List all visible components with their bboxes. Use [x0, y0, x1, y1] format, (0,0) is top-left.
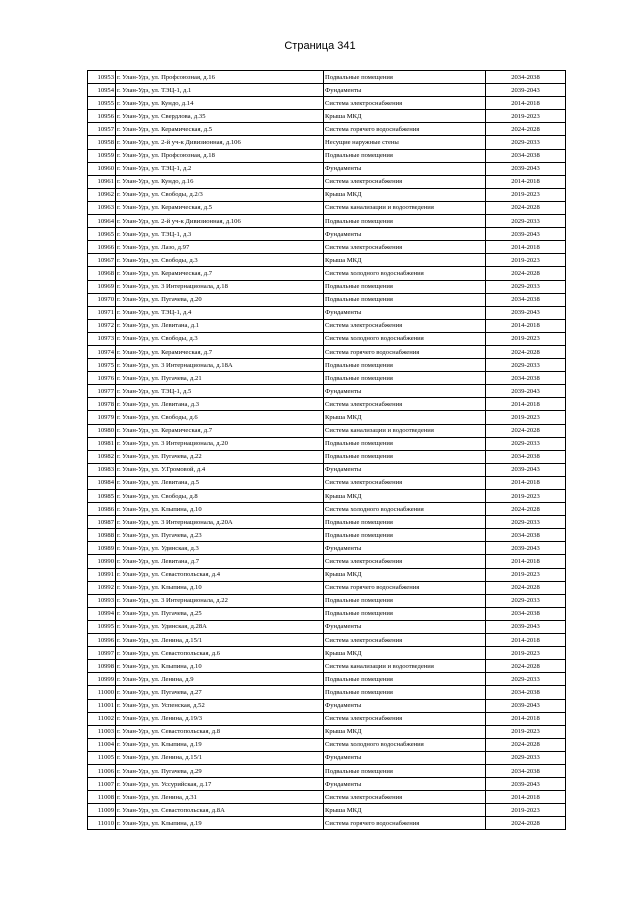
- period-cell: 2024-2028: [486, 581, 566, 594]
- registry-table-body: [88, 71, 566, 830]
- address-cell: г. Улан-Удэ, ул. ТЭЦ-1, д.3: [116, 228, 324, 241]
- period-cell: 2024-2028: [486, 817, 566, 830]
- address-cell: г. Улан-Удэ, ул. Севастопольская, д.6: [116, 647, 324, 660]
- work-type-cell: Система электроснабжения: [324, 97, 486, 110]
- period-cell: 2019-2023: [486, 411, 566, 424]
- row-number-cell: 10956: [88, 110, 116, 123]
- table-row: [88, 175, 566, 188]
- address-cell: г. Улан-Удэ, ул. Керамическая, д.5: [116, 201, 324, 214]
- table-row: [88, 620, 566, 633]
- address-cell: г. Улан-Удэ, ул. Профсоюзная, д.16: [116, 71, 324, 84]
- work-type-cell: Система канализации и водоотведения: [324, 424, 486, 437]
- address-cell: г. Улан-Удэ, ул. У.Громовой, д.4: [116, 463, 324, 476]
- address-cell: г. Улан-Удэ, ул. Свободы, д.3: [116, 254, 324, 267]
- period-cell: 2034-2038: [486, 607, 566, 620]
- work-type-cell: Система электроснабжения: [324, 476, 486, 489]
- work-type-cell: Система горячего водоснабжения: [324, 345, 486, 358]
- address-cell: г. Улан-Удэ, ул. Левитана, д.5: [116, 476, 324, 489]
- period-cell: 2024-2028: [486, 201, 566, 214]
- period-cell: 2019-2023: [486, 804, 566, 817]
- row-number-cell: 11004: [88, 738, 116, 751]
- table-row: [88, 686, 566, 699]
- table-row: [88, 201, 566, 214]
- row-number-cell: 10971: [88, 306, 116, 319]
- address-cell: г. Улан-Удэ, ул. Профсоюзная, д.18: [116, 149, 324, 162]
- table-row: [88, 568, 566, 581]
- work-type-cell: Подвальные помещения: [324, 529, 486, 542]
- address-cell: г. Улан-Удэ, ул. Ленина, д.9: [116, 673, 324, 686]
- row-number-cell: 11010: [88, 817, 116, 830]
- row-number-cell: 10978: [88, 398, 116, 411]
- address-cell: г. Улан-Удэ, ул. Клыпина, д.19: [116, 817, 324, 830]
- address-cell: г. Улан-Удэ, ул. Клыпина, д.10: [116, 581, 324, 594]
- period-cell: 2039-2043: [486, 84, 566, 97]
- row-number-cell: 10980: [88, 424, 116, 437]
- row-number-cell: 10962: [88, 188, 116, 201]
- address-cell: г. Улан-Удэ, ул. 3 Интернационала, д.22: [116, 594, 324, 607]
- table-row: [88, 215, 566, 228]
- period-cell: 2019-2023: [486, 254, 566, 267]
- work-type-cell: Система электроснабжения: [324, 634, 486, 647]
- work-type-cell: Система канализации и водоотведения: [324, 201, 486, 214]
- period-cell: 2029-2033: [486, 136, 566, 149]
- period-cell: 2029-2033: [486, 280, 566, 293]
- period-cell: 2034-2038: [486, 450, 566, 463]
- work-type-cell: Система холодного водоснабжения: [324, 332, 486, 345]
- table-row: [88, 71, 566, 84]
- address-cell: г. Улан-Удэ, ул. 3 Интернационала, д.18А: [116, 359, 324, 372]
- work-type-cell: Фундаменты: [324, 542, 486, 555]
- period-cell: 2024-2028: [486, 267, 566, 280]
- work-type-cell: Подвальные помещения: [324, 450, 486, 463]
- address-cell: г. Улан-Удэ, ул. Удинская, д.28А: [116, 620, 324, 633]
- work-type-cell: Фундаменты: [324, 306, 486, 319]
- work-type-cell: Подвальные помещения: [324, 149, 486, 162]
- work-type-cell: Система горячего водоснабжения: [324, 817, 486, 830]
- table-row: [88, 673, 566, 686]
- work-type-cell: Подвальные помещения: [324, 516, 486, 529]
- table-row: [88, 254, 566, 267]
- row-number-cell: 10970: [88, 293, 116, 306]
- row-number-cell: 10992: [88, 581, 116, 594]
- table-row: [88, 516, 566, 529]
- table-row: [88, 188, 566, 201]
- period-cell: 2019-2023: [486, 490, 566, 503]
- period-cell: 2034-2038: [486, 764, 566, 777]
- table-row: [88, 476, 566, 489]
- row-number-cell: 10960: [88, 162, 116, 175]
- period-cell: 2034-2038: [486, 293, 566, 306]
- period-cell: 2029-2033: [486, 516, 566, 529]
- period-cell: 2029-2033: [486, 751, 566, 764]
- work-type-cell: Система электроснабжения: [324, 555, 486, 568]
- table-row: [88, 594, 566, 607]
- row-number-cell: 10989: [88, 542, 116, 555]
- period-cell: 2029-2033: [486, 594, 566, 607]
- table-row: [88, 385, 566, 398]
- period-cell: 2024-2028: [486, 123, 566, 136]
- address-cell: г. Улан-Удэ, ул. Ленина, д.15/1: [116, 634, 324, 647]
- period-cell: 2019-2023: [486, 110, 566, 123]
- period-cell: 2029-2033: [486, 437, 566, 450]
- work-type-cell: Подвальные помещения: [324, 215, 486, 228]
- table-row: [88, 359, 566, 372]
- address-cell: г. Улан-Удэ, ул. 2-й уч-к Дивизионная, д.106: [116, 215, 324, 228]
- work-type-cell: Фундаменты: [324, 699, 486, 712]
- address-cell: г. Улан-Удэ, ул. Керамическая, д.7: [116, 267, 324, 280]
- row-number-cell: 11007: [88, 778, 116, 791]
- table-row: [88, 293, 566, 306]
- period-cell: 2039-2043: [486, 385, 566, 398]
- table-row: [88, 817, 566, 830]
- address-cell: г. Улан-Удэ, ул. Пугачева, д.23: [116, 529, 324, 542]
- table-row: [88, 162, 566, 175]
- work-type-cell: Фундаменты: [324, 620, 486, 633]
- table-row: [88, 372, 566, 385]
- period-cell: 2014-2018: [486, 175, 566, 188]
- period-cell: 2014-2018: [486, 712, 566, 725]
- row-number-cell: 10964: [88, 215, 116, 228]
- work-type-cell: Подвальные помещения: [324, 764, 486, 777]
- period-cell: 2024-2028: [486, 345, 566, 358]
- work-type-cell: Крыша МКД: [324, 490, 486, 503]
- address-cell: г. Улан-Удэ, ул. Левитана, д.7: [116, 555, 324, 568]
- period-cell: 2034-2038: [486, 686, 566, 699]
- table-row: [88, 123, 566, 136]
- row-number-cell: 10988: [88, 529, 116, 542]
- work-type-cell: Подвальные помещения: [324, 607, 486, 620]
- address-cell: г. Улан-Удэ, ул. Клыпина, д.19: [116, 738, 324, 751]
- address-cell: г. Улан-Удэ, ул. Керамическая, д.5: [116, 123, 324, 136]
- row-number-cell: 11003: [88, 725, 116, 738]
- row-number-cell: 10977: [88, 385, 116, 398]
- address-cell: г. Улан-Удэ, ул. ТЭЦ-1, д.5: [116, 385, 324, 398]
- period-cell: 2034-2038: [486, 149, 566, 162]
- address-cell: г. Улан-Удэ, ул. Керамическая, д.7: [116, 345, 324, 358]
- work-type-cell: Система канализации и водоотведения: [324, 660, 486, 673]
- work-type-cell: Крыша МКД: [324, 725, 486, 738]
- period-cell: 2019-2023: [486, 568, 566, 581]
- table-row: [88, 437, 566, 450]
- period-cell: 2014-2018: [486, 476, 566, 489]
- work-type-cell: Система электроснабжения: [324, 175, 486, 188]
- row-number-cell: 10975: [88, 359, 116, 372]
- row-number-cell: 10983: [88, 463, 116, 476]
- table-row: [88, 542, 566, 555]
- address-cell: г. Улан-Удэ, ул. Лазо, д.97: [116, 241, 324, 254]
- table-row: [88, 97, 566, 110]
- period-cell: 2024-2028: [486, 424, 566, 437]
- period-cell: 2039-2043: [486, 620, 566, 633]
- period-cell: 2024-2028: [486, 503, 566, 516]
- period-cell: 2029-2033: [486, 673, 566, 686]
- table-row: [88, 149, 566, 162]
- row-number-cell: 10998: [88, 660, 116, 673]
- period-cell: 2014-2018: [486, 634, 566, 647]
- period-cell: 2039-2043: [486, 162, 566, 175]
- table-row: [88, 778, 566, 791]
- row-number-cell: 11001: [88, 699, 116, 712]
- work-type-cell: Подвальные помещения: [324, 293, 486, 306]
- row-number-cell: 10979: [88, 411, 116, 424]
- row-number-cell: 10955: [88, 97, 116, 110]
- address-cell: г. Улан-Удэ, ул. Пугачева, д.29: [116, 764, 324, 777]
- address-cell: г. Улан-Удэ, ул. 3 Интернационала, д.18: [116, 280, 324, 293]
- address-cell: г. Улан-Удэ, ул. Клыпина, д.10: [116, 503, 324, 516]
- work-type-cell: Подвальные помещения: [324, 280, 486, 293]
- work-type-cell: Крыша МКД: [324, 804, 486, 817]
- row-number-cell: 10990: [88, 555, 116, 568]
- address-cell: г. Улан-Удэ, ул. Удинская, д.3: [116, 542, 324, 555]
- row-number-cell: 10999: [88, 673, 116, 686]
- table-row: [88, 503, 566, 516]
- row-number-cell: 11002: [88, 712, 116, 725]
- row-number-cell: 10994: [88, 607, 116, 620]
- address-cell: г. Улан-Удэ, ул. Уссурийская, д.17: [116, 778, 324, 791]
- work-type-cell: Фундаменты: [324, 162, 486, 175]
- work-type-cell: Крыша МКД: [324, 110, 486, 123]
- table-row: [88, 424, 566, 437]
- address-cell: г. Улан-Удэ, ул. Ленина, д.31: [116, 791, 324, 804]
- page-title: Страница 341: [284, 40, 356, 52]
- address-cell: г. Улан-Удэ, ул. Свободы, д.3: [116, 332, 324, 345]
- period-cell: 2034-2038: [486, 529, 566, 542]
- address-cell: г. Улан-Удэ, ул. ТЭЦ-1, д.2: [116, 162, 324, 175]
- period-cell: 2024-2028: [486, 660, 566, 673]
- row-number-cell: 10965: [88, 228, 116, 241]
- period-cell: 2029-2033: [486, 359, 566, 372]
- work-type-cell: Крыша МКД: [324, 647, 486, 660]
- period-cell: 2019-2023: [486, 647, 566, 660]
- row-number-cell: 10997: [88, 647, 116, 660]
- work-type-cell: Система электроснабжения: [324, 712, 486, 725]
- address-cell: г. Улан-Удэ, ул. Успенская, д.52: [116, 699, 324, 712]
- table-row: [88, 581, 566, 594]
- work-type-cell: Фундаменты: [324, 751, 486, 764]
- row-number-cell: 10974: [88, 345, 116, 358]
- table-row: [88, 804, 566, 817]
- address-cell: г. Улан-Удэ, ул. Левитана, д.1: [116, 319, 324, 332]
- row-number-cell: 10972: [88, 319, 116, 332]
- table-row: [88, 411, 566, 424]
- table-row: [88, 306, 566, 319]
- address-cell: г. Улан-Удэ, ул. Севастопольская, д.8А: [116, 804, 324, 817]
- period-cell: 2039-2043: [486, 306, 566, 319]
- row-number-cell: 10963: [88, 201, 116, 214]
- table-row: [88, 751, 566, 764]
- row-number-cell: 10991: [88, 568, 116, 581]
- table-row: [88, 647, 566, 660]
- work-type-cell: Крыша МКД: [324, 188, 486, 201]
- period-cell: 2019-2023: [486, 725, 566, 738]
- table-row: [88, 607, 566, 620]
- row-number-cell: 10995: [88, 620, 116, 633]
- work-type-cell: Подвальные помещения: [324, 437, 486, 450]
- table-row: [88, 398, 566, 411]
- address-cell: г. Улан-Удэ, ул. Свердлова, д.35: [116, 110, 324, 123]
- table-row: [88, 555, 566, 568]
- period-cell: 2039-2043: [486, 699, 566, 712]
- row-number-cell: 10969: [88, 280, 116, 293]
- work-type-cell: Система электроснабжения: [324, 398, 486, 411]
- period-cell: 2014-2018: [486, 97, 566, 110]
- row-number-cell: 11000: [88, 686, 116, 699]
- work-type-cell: Подвальные помещения: [324, 686, 486, 699]
- table-row: [88, 463, 566, 476]
- work-type-cell: Крыша МКД: [324, 254, 486, 267]
- row-number-cell: 10985: [88, 490, 116, 503]
- address-cell: г. Улан-Удэ, ул. Ленина, д.15/1: [116, 751, 324, 764]
- table-row: [88, 764, 566, 777]
- row-number-cell: 10984: [88, 476, 116, 489]
- work-type-cell: Система холодного водоснабжения: [324, 738, 486, 751]
- address-cell: г. Улан-Удэ, ул. ТЭЦ-1, д.4: [116, 306, 324, 319]
- work-type-cell: Несущие наружные стены: [324, 136, 486, 149]
- period-cell: 2029-2033: [486, 215, 566, 228]
- table-row: [88, 450, 566, 463]
- row-number-cell: 10953: [88, 71, 116, 84]
- row-number-cell: 10976: [88, 372, 116, 385]
- work-type-cell: Фундаменты: [324, 778, 486, 791]
- table-row: [88, 634, 566, 647]
- period-cell: 2024-2028: [486, 738, 566, 751]
- period-cell: 2014-2018: [486, 791, 566, 804]
- work-type-cell: Крыша МКД: [324, 568, 486, 581]
- row-number-cell: 10968: [88, 267, 116, 280]
- work-type-cell: Подвальные помещения: [324, 594, 486, 607]
- address-cell: г. Улан-Удэ, ул. Кундо, д.14: [116, 97, 324, 110]
- work-type-cell: Система электроснабжения: [324, 241, 486, 254]
- table-row: [88, 345, 566, 358]
- row-number-cell: 10954: [88, 84, 116, 97]
- period-cell: 2039-2043: [486, 778, 566, 791]
- address-cell: г. Улан-Удэ, ул. Свободы, д.2/3: [116, 188, 324, 201]
- address-cell: г. Улан-Удэ, ул. Левитана, д.3: [116, 398, 324, 411]
- row-number-cell: 10982: [88, 450, 116, 463]
- address-cell: г. Улан-Удэ, ул. 2-й уч-к Дивизионная, д.106: [116, 136, 324, 149]
- address-cell: г. Улан-Удэ, ул. 3 Интернационала, д.20: [116, 437, 324, 450]
- row-number-cell: 10981: [88, 437, 116, 450]
- work-type-cell: Фундаменты: [324, 385, 486, 398]
- table-row: [88, 699, 566, 712]
- table-row: [88, 791, 566, 804]
- address-cell: г. Улан-Удэ, ул. Пугачева, д.22: [116, 450, 324, 463]
- work-type-cell: Система горячего водоснабжения: [324, 581, 486, 594]
- table-row: [88, 267, 566, 280]
- address-cell: г. Улан-Удэ, ул. Кундо, д.16: [116, 175, 324, 188]
- period-cell: 2019-2023: [486, 188, 566, 201]
- period-cell: 2034-2038: [486, 372, 566, 385]
- work-type-cell: Система холодного водоснабжения: [324, 267, 486, 280]
- work-type-cell: Фундаменты: [324, 84, 486, 97]
- period-cell: 2034-2038: [486, 71, 566, 84]
- period-cell: 2019-2023: [486, 332, 566, 345]
- address-cell: г. Улан-Удэ, ул. Пугачева, д.20: [116, 293, 324, 306]
- table-row: [88, 660, 566, 673]
- period-cell: 2014-2018: [486, 398, 566, 411]
- address-cell: г. Улан-Удэ, ул. Пугачева, д.25: [116, 607, 324, 620]
- work-type-cell: Подвальные помещения: [324, 673, 486, 686]
- address-cell: г. Улан-Удэ, ул. Пугачева, д.27: [116, 686, 324, 699]
- table-row: [88, 110, 566, 123]
- period-cell: 2039-2043: [486, 463, 566, 476]
- address-cell: г. Улан-Удэ, ул. ТЭЦ-1, д.1: [116, 84, 324, 97]
- table-row: [88, 241, 566, 254]
- work-type-cell: Система горячего водоснабжения: [324, 123, 486, 136]
- period-cell: 2014-2018: [486, 319, 566, 332]
- row-number-cell: 11009: [88, 804, 116, 817]
- work-type-cell: Система электроснабжения: [324, 791, 486, 804]
- work-type-cell: Фундаменты: [324, 228, 486, 241]
- row-number-cell: 10959: [88, 149, 116, 162]
- row-number-cell: 10958: [88, 136, 116, 149]
- table-row: [88, 490, 566, 503]
- address-cell: г. Улан-Удэ, ул. Пугачева, д.21: [116, 372, 324, 385]
- table-row: [88, 280, 566, 293]
- work-type-cell: Крыша МКД: [324, 411, 486, 424]
- period-cell: 2014-2018: [486, 241, 566, 254]
- row-number-cell: 10973: [88, 332, 116, 345]
- table-row: [88, 228, 566, 241]
- table-row: [88, 136, 566, 149]
- row-number-cell: 10987: [88, 516, 116, 529]
- address-cell: г. Улан-Удэ, ул. Керамическая, д.7: [116, 424, 324, 437]
- work-type-cell: Подвальные помещения: [324, 71, 486, 84]
- period-cell: 2014-2018: [486, 555, 566, 568]
- table-row: [88, 332, 566, 345]
- row-number-cell: 10967: [88, 254, 116, 267]
- period-cell: 2039-2043: [486, 542, 566, 555]
- table-row: [88, 712, 566, 725]
- row-number-cell: 10966: [88, 241, 116, 254]
- row-number-cell: 11005: [88, 751, 116, 764]
- address-cell: г. Улан-Удэ, ул. Севастопольская, д.4: [116, 568, 324, 581]
- table-row: [88, 529, 566, 542]
- address-cell: г. Улан-Удэ, ул. Клыпина, д.10: [116, 660, 324, 673]
- table-row: [88, 738, 566, 751]
- address-cell: г. Улан-Удэ, ул. Свободы, д.8: [116, 490, 324, 503]
- row-number-cell: 10996: [88, 634, 116, 647]
- row-number-cell: 10961: [88, 175, 116, 188]
- address-cell: г. Улан-Удэ, ул. Свободы, д.6: [116, 411, 324, 424]
- table-row: [88, 84, 566, 97]
- row-number-cell: 11008: [88, 791, 116, 804]
- work-type-cell: Подвальные помещения: [324, 359, 486, 372]
- table-row: [88, 725, 566, 738]
- row-number-cell: 10986: [88, 503, 116, 516]
- period-cell: 2039-2043: [486, 228, 566, 241]
- table-row: [88, 319, 566, 332]
- row-number-cell: 11006: [88, 764, 116, 777]
- work-type-cell: Подвальные помещения: [324, 372, 486, 385]
- row-number-cell: 10957: [88, 123, 116, 136]
- work-type-cell: Система холодного водоснабжения: [324, 503, 486, 516]
- address-cell: г. Улан-Удэ, ул. Ленина, д.19/3: [116, 712, 324, 725]
- registry-table: [87, 70, 566, 830]
- row-number-cell: 10993: [88, 594, 116, 607]
- address-cell: г. Улан-Удэ, ул. 3 Интернационала, д.20А: [116, 516, 324, 529]
- work-type-cell: Система электроснабжения: [324, 319, 486, 332]
- address-cell: г. Улан-Удэ, ул. Севастопольская, д.8: [116, 725, 324, 738]
- work-type-cell: Фундаменты: [324, 463, 486, 476]
